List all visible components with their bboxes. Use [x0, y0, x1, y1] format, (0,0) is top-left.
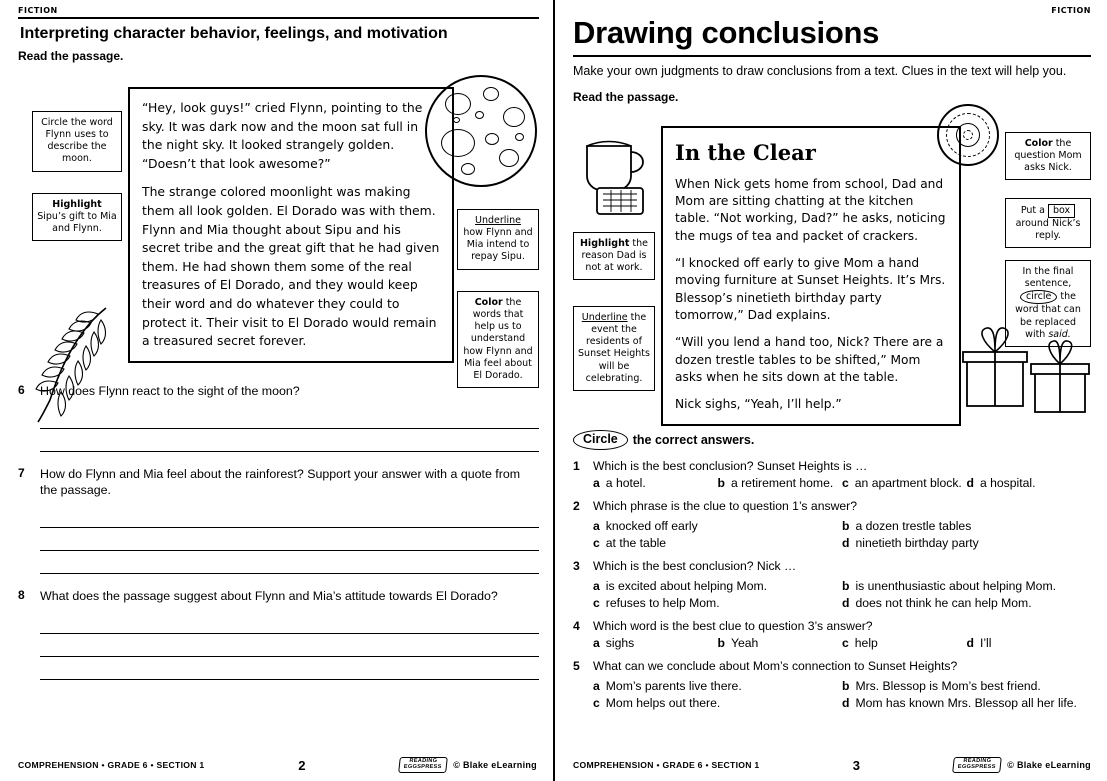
multiple-choice-questions	[573, 459, 1091, 710]
option[interactable]: c refuses to help Mom.	[593, 595, 720, 610]
question-text: How does Flynn react to the sight of the moon?	[40, 384, 300, 398]
question-text: What does the passage suggest about Flynn and Mia’s attitude towards El Dorado?	[40, 589, 498, 604]
answer-lines[interactable]	[40, 505, 539, 574]
question-number: 1	[573, 458, 580, 473]
callout-underline-event	[573, 306, 655, 391]
mcq-item	[573, 499, 1091, 550]
callout-lead: Highlight	[579, 237, 630, 249]
option[interactable]: d I’ll	[966, 635, 992, 650]
mcq-item	[573, 559, 1091, 610]
callout-highlight-reason	[573, 232, 655, 280]
right-page	[553, 0, 1107, 781]
callout-circle-said	[1005, 260, 1091, 347]
question-text: Which is the best conclusion? Nick …	[593, 558, 797, 573]
option[interactable]: b Yeah	[717, 635, 759, 650]
reading-eggspress-logo: READING EGGSPRESS	[399, 757, 448, 773]
callout-color-question	[1005, 132, 1091, 180]
question-text: How do Flynn and Mia feel about the rainforest? Support your answer with a quote from the passage.	[40, 466, 521, 498]
questions-left	[18, 383, 539, 680]
passage-paragraph: When Nick gets home from school, Dad and Mom are sitting chatting at the kitchen table. “Not working, Dad?” he asks, noticing the mugs of tea and packet of crackers.	[675, 176, 946, 243]
answer-line[interactable]	[40, 634, 539, 657]
answer-line[interactable]	[40, 505, 539, 528]
question-item	[18, 466, 539, 499]
passage-box-left	[128, 87, 454, 363]
fern-illustration	[28, 304, 114, 424]
page-number: 2	[298, 757, 306, 773]
page-title-right: Drawing conclusions	[573, 15, 880, 50]
question-number: 5	[573, 658, 580, 673]
answer-lines[interactable]	[40, 406, 539, 452]
option[interactable]: d a hospital.	[966, 475, 1036, 490]
answer-line[interactable]	[40, 528, 539, 551]
genre-tag-right: FICTION	[1051, 6, 1091, 15]
option[interactable]: a Mom’s parents live there.	[593, 678, 742, 693]
callout-rest: Sipu’s gift to Mia and Flynn.	[37, 211, 117, 235]
passage-title: In the Clear	[675, 139, 816, 165]
option[interactable]: c Mom helps out there.	[593, 695, 721, 710]
option[interactable]: a knocked off early	[593, 518, 698, 533]
intro-text: Make your own judgments to draw conclusions from a text. Clues in the text will help you.	[573, 64, 1067, 78]
callout-lead: Circle	[41, 117, 68, 128]
passage-area-left	[18, 69, 539, 381]
circled-word: circle	[1020, 290, 1057, 304]
question-text: Which word is the best clue to question 3’s answer?	[593, 618, 873, 633]
left-page	[0, 0, 553, 781]
brand-block	[953, 757, 1091, 773]
copyright: © Blake eLearning	[1007, 760, 1091, 771]
read-passage-label-left: Read the passage.	[18, 49, 124, 63]
option[interactable]: d ninetieth birthday party	[842, 535, 979, 550]
passage-paragraph: “Will you lend a hand too, Nick? There are a dozen trestle tables to be shifted,” Mom asks when he sits down at the table.	[675, 335, 944, 384]
footer-label: COMPREHENSION • GRADE 6 • SECTION 1	[573, 760, 760, 771]
question-number: 7	[18, 465, 25, 480]
callout-box-reply	[1005, 198, 1091, 248]
instruction-rest: the correct answers.	[632, 432, 755, 447]
read-passage-label-right: Read the passage.	[573, 89, 679, 104]
question-text: What can we conclude about Mom’s connection to Sunset Heights?	[593, 658, 958, 673]
mug-and-crackers-illustration	[577, 132, 663, 218]
question-text: Which phrase is the clue to question 1’s answer?	[593, 498, 857, 513]
callout-lead: Color	[474, 297, 503, 308]
option[interactable]: d does not think he can help Mom.	[842, 595, 1032, 610]
option[interactable]: b a retirement home.	[717, 475, 834, 490]
passage-box-right	[661, 126, 961, 426]
option[interactable]: d Mom has known Mrs. Blessop all her life.	[842, 695, 1077, 710]
answer-line[interactable]	[40, 611, 539, 634]
option[interactable]: a is excited about helping Mom.	[593, 578, 768, 593]
option[interactable]: c at the table	[593, 535, 667, 550]
passage-paragraph: Nick sighs, “Yeah, I’ll help.”	[675, 397, 842, 412]
question-number: 8	[18, 588, 25, 603]
callout-highlight-gift	[32, 193, 122, 241]
callout-lead: Put a	[1020, 204, 1045, 216]
footer-right	[573, 757, 1091, 773]
question-number: 4	[573, 618, 580, 633]
callout-rest: the event the residents of Sunset Heights will be celebrating.	[578, 311, 650, 384]
answer-line[interactable]	[40, 551, 539, 574]
passage-paragraph: The strange colored moonlight was making them all look golden. El Dorado was with them. Flynn and Mia thought about Sipu and his secret tribe and the great gift that he had given them. He had shown them some of the real treasures of El Dorado, and they would keep their word and do whatever they could to protect it. Their visit to El Dorado would remain a treasured secret forever.	[142, 184, 440, 349]
boxed-word: box	[1048, 204, 1075, 218]
copyright: © Blake eLearning	[453, 760, 537, 771]
callout-rest: the reason Dad is not at work.	[581, 237, 648, 274]
callout-lead: Color	[1024, 137, 1053, 149]
answer-line[interactable]	[40, 429, 539, 452]
callout-underline-repay	[457, 209, 539, 270]
callout-color-words	[457, 291, 539, 388]
callout-rest: the question Mom asks Nick.	[1014, 137, 1082, 174]
option[interactable]: c help	[842, 635, 878, 650]
callout-rest: the word Flynn uses to describe the moon.	[45, 117, 113, 165]
option[interactable]: b Mrs. Blessop is Mom’s best friend.	[842, 678, 1041, 693]
mcq-item	[573, 619, 1091, 650]
callout-rest: around Nick’s reply.	[1015, 218, 1081, 242]
question-number: 6	[18, 383, 25, 397]
answer-line[interactable]	[40, 406, 539, 429]
option[interactable]: b a dozen trestle tables	[842, 518, 972, 533]
genre-tag-left: FICTION	[18, 6, 58, 15]
footer-left	[18, 757, 537, 773]
passage-paragraph: “I knocked off early to give Mom a hand moving furniture at Sunset Heights. It’s Mrs. Blessop’s ninetieth birthday party tomorrow,” Dad explains.	[675, 256, 946, 322]
question-number: 3	[573, 558, 580, 573]
callout-italic: said.	[1048, 328, 1071, 340]
header-rule-left	[18, 17, 539, 19]
passage-area-right	[573, 110, 1091, 420]
question-item	[18, 588, 539, 605]
page-number: 3	[852, 757, 861, 773]
callout-lead: Underline	[581, 311, 628, 323]
answer-instruction	[573, 430, 1091, 450]
callout-circle-word	[32, 111, 122, 172]
brand-block	[399, 757, 537, 773]
page-title-left: Interpreting character behavior, feelings, and motivation	[20, 25, 448, 42]
option[interactable]: a a hotel.	[593, 475, 646, 490]
circled-instruction-word: Circle	[573, 430, 628, 450]
reading-eggspress-logo: READING EGGSPRESS	[953, 757, 1002, 773]
callout-rest: the words that help us to understand how Flynn and Mia feel about El Dorado.	[463, 297, 533, 381]
option[interactable]: a sighs	[593, 635, 635, 650]
callout-rest: how Flynn and Mia intend to repay Sipu.	[463, 227, 533, 263]
passage-paragraph: “Hey, look guys!” cried Flynn, pointing to the sky. It was dark now and the moon sat full in the night sky. It looked strangely golden. “Doesn’t that look awesome?”	[142, 100, 423, 171]
option[interactable]: b is unenthusiastic about helping Mom.	[842, 578, 1056, 593]
question-number: 2	[573, 498, 580, 513]
mcq-item	[573, 459, 1091, 490]
callout-lead: Underline	[475, 215, 521, 226]
callout-text-a: In the final sentence,	[1022, 265, 1074, 290]
header-rule-right	[573, 55, 1091, 57]
answer-line[interactable]	[40, 657, 539, 680]
callout-lead: Highlight	[52, 199, 102, 210]
footer-label: COMPREHENSION • GRADE 6 • SECTION 1	[18, 760, 205, 771]
option[interactable]: c an apartment block.	[842, 475, 962, 490]
question-text: Which is the best conclusion? Sunset Heights is …	[593, 458, 868, 473]
mcq-item	[573, 659, 1091, 710]
callout-text-b: the word that can be replaced with	[1015, 291, 1081, 340]
answer-lines[interactable]	[40, 611, 539, 680]
